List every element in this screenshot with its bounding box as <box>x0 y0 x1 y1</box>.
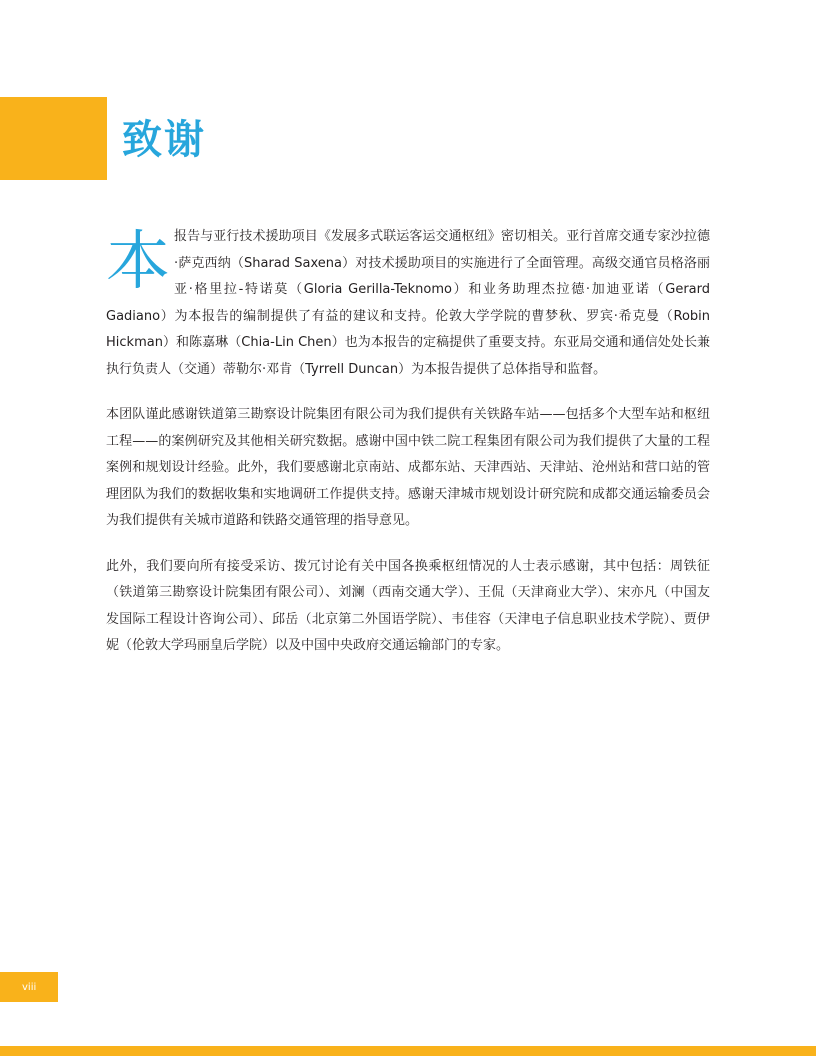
page-number: viii <box>22 982 37 993</box>
drop-cap: 本 <box>106 225 170 299</box>
title-accent-block <box>0 97 107 180</box>
acknowledgements-body <box>106 224 710 660</box>
page-title: 致谢 <box>122 117 206 163</box>
paragraph-2: 本团队谨此感谢铁道第三勘察设计院集团有限公司为我们提供有关铁路车站——包括多个大型车站和枢纽工程——的案例研究及其他相关研究数据。感谢中国中铁二院工程集团有限公司为我们提供了大量的工程案例和规划设计经验。此外，我们要感谢北京南站、成都东站、天津西站、天津站、沧州站和营口站的管理团队为我们的数据收集和实地调研工作提供支持。感谢天津城市规划设计研究院和成都交通运输委员会为我们提供有关城市道路和铁路交通管理的指导意见。 <box>106 407 710 528</box>
paragraph-3: 此外，我们要向所有接受采访、拨冗讨论有关中国各换乘枢纽情况的人士表示感谢，其中包括：周铁征（铁道第三勘察设计院集团有限公司）、刘澜（西南交通大学）、王侃（天津商业大学）、宋亦凡（中国友发国际工程设计咨询公司）、邱岳（北京第二外国语学院）、韦佳容（天津电子信息职业技术学院）、贾伊妮（伦敦大学玛丽皇后学院）以及中国中央政府交通运输部门的专家。 <box>106 558 710 653</box>
paragraph-1 <box>106 224 710 383</box>
paragraph-1-text: 报告与亚行技术援助项目《发展多式联运客运交通枢纽》密切相关。亚行首席交通专家沙拉德·萨克西纳（Sharad Saxena）对技术援助项目的实施进行了全面管理。高级交通官员格洛丽亚·格里拉-特诺莫（Gloria Gerilla-Teknomo）和业务助理杰拉德·加迪亚诺（Gerard Gadiano）为本报告的编制提供了有益的建议和支持。伦敦大学学院的曹梦秋、罗宾·希克曼（Robin Hickman）和陈嘉琳（Chia-Lin Chen）也为本报告的定稿提供了重要支持。东亚局交通和通信处处长兼执行负责人（交通）蒂勒尔·邓肯（Tyrrell Duncan）为本报告提供了总体指导和监督。 <box>106 229 710 377</box>
bottom-accent-bar <box>0 1046 816 1056</box>
